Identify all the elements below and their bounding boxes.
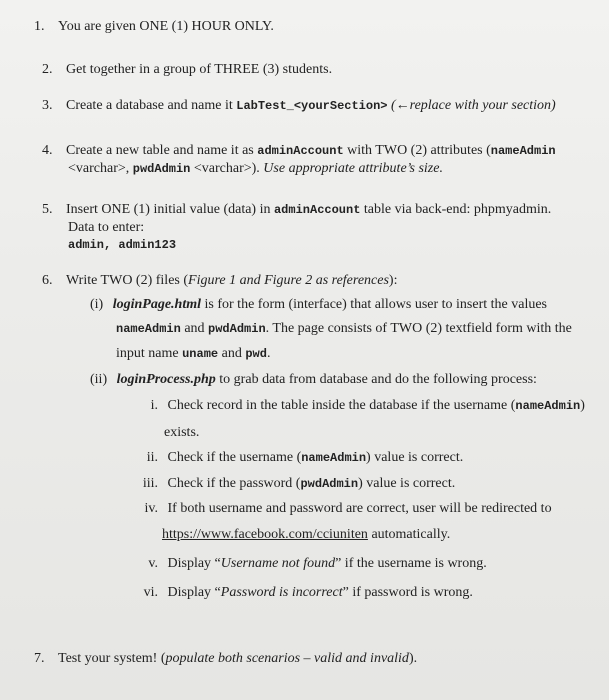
step-number: iii. xyxy=(142,476,158,491)
item-4-line-2 xyxy=(68,160,443,178)
subitem-text: input name xyxy=(116,346,183,361)
attribute-code: nameAdmin xyxy=(515,399,581,413)
input-name-code: pwd xyxy=(245,347,267,361)
item-text: <varchar>). xyxy=(190,161,264,176)
item-2 xyxy=(42,61,332,79)
item-note: Figure 1 and Figure 2 as references xyxy=(188,273,389,288)
item-text: ): xyxy=(388,273,398,288)
step-iii xyxy=(130,475,455,493)
item-1 xyxy=(34,18,274,36)
attribute-code: pwdAdmin xyxy=(132,162,191,176)
data-to-enter-code: admin, admin123 xyxy=(68,238,177,252)
step-i xyxy=(140,397,585,415)
step-text: Check if the password ( xyxy=(167,476,301,491)
subitem-text: . The page consists of TWO (2) textfield form with the xyxy=(265,321,572,336)
subitem-i-line-2 xyxy=(116,320,572,338)
file-name: loginPage.html xyxy=(112,297,202,312)
data-to-enter-label: Data to enter: xyxy=(68,220,145,235)
step-number: ii. xyxy=(146,450,158,465)
subitem-i-line-3 xyxy=(116,345,270,363)
step-text: If both username and password are correct, user will be redirected to xyxy=(167,501,552,516)
item-text: Write TWO (2) files ( xyxy=(66,273,189,288)
step-number: i. xyxy=(150,398,158,413)
step-text: Display “ xyxy=(167,556,221,571)
item-number: 3. xyxy=(42,98,53,113)
step-number: v. xyxy=(148,556,158,571)
subitem-number: (ii) xyxy=(90,372,108,387)
step-ii xyxy=(134,449,463,467)
item-6 xyxy=(42,272,397,290)
table-name-code: adminAccount xyxy=(257,144,344,158)
subitem-ii xyxy=(90,371,537,389)
table-name-code: adminAccount xyxy=(273,203,361,217)
step-text: automatically. xyxy=(367,527,451,542)
step-i-line-2: exists. xyxy=(164,425,200,440)
subitem-text: . xyxy=(266,346,271,361)
subitem-text: and xyxy=(218,346,246,361)
item-3 xyxy=(42,97,556,115)
item-note: (←replace with your section) xyxy=(387,98,556,113)
attribute-code: nameAdmin xyxy=(116,322,181,336)
attribute-code: pwdAdmin xyxy=(208,322,266,336)
step-text: ) value is correct. xyxy=(358,476,456,491)
item-number: 5. xyxy=(42,202,53,217)
subitem-text: and xyxy=(180,321,209,336)
item-number: 4. xyxy=(42,143,53,158)
step-text: ) value is correct. xyxy=(366,450,464,465)
attribute-code: pwdAdmin xyxy=(300,477,359,491)
item-5 xyxy=(42,201,551,219)
attribute-code: nameAdmin xyxy=(490,144,556,158)
subitem-number: (i) xyxy=(90,297,104,312)
step-number: iv. xyxy=(144,501,158,516)
step-text: ) xyxy=(580,398,585,413)
item-text: table via back-end: phpmyadmin. xyxy=(360,202,552,217)
subitem-text: is for the form (interface) that allows user to insert the values xyxy=(201,297,548,312)
item-number: 6. xyxy=(42,273,53,288)
step-number: vi. xyxy=(143,585,158,600)
step-text: ” if the username is wrong. xyxy=(335,556,487,571)
item-7 xyxy=(34,650,417,668)
item-text: Create a new table and name it as xyxy=(66,143,258,158)
message-text: Password is incorrect xyxy=(220,585,343,600)
item-text: Insert ONE (1) initial value (data) in xyxy=(66,202,274,217)
message-text: Username not found xyxy=(220,556,336,571)
attribute-code: nameAdmin xyxy=(301,451,367,465)
item-text: with TWO (2) attributes ( xyxy=(343,143,491,158)
step-iv-line-2 xyxy=(162,526,450,544)
step-v xyxy=(134,555,487,573)
item-text: ). xyxy=(408,651,418,666)
input-name-code: uname xyxy=(182,347,219,361)
step-text: Check record in the table inside the database if the username ( xyxy=(167,398,516,413)
step-vi xyxy=(130,584,473,602)
file-name: loginProcess.php xyxy=(116,372,216,387)
item-text: You are given ONE (1) HOUR ONLY. xyxy=(58,19,274,34)
item-note: Use appropriate attribute’s size. xyxy=(263,161,443,176)
item-number: 2. xyxy=(42,62,53,77)
subitem-i xyxy=(90,296,547,314)
item-text: <varchar>, xyxy=(68,161,133,176)
redirect-link[interactable]: https://www.facebook.com/cciuniten xyxy=(162,527,368,542)
item-note: populate both scenarios – valid and invalid xyxy=(165,651,409,666)
item-text: Create a database and name it xyxy=(66,98,237,113)
step-text: Check if the username ( xyxy=(167,450,302,465)
database-name-code: LabTest_<yourSection> xyxy=(236,99,388,113)
item-text: Get together in a group of THREE (3) students. xyxy=(66,62,333,77)
step-text: Display “ xyxy=(167,585,221,600)
step-iv xyxy=(130,500,552,518)
item-number: 7. xyxy=(34,651,45,666)
item-4 xyxy=(42,142,556,160)
item-number: 1. xyxy=(34,19,45,34)
step-text: ” if password is wrong. xyxy=(342,585,473,600)
item-text: Test your system! ( xyxy=(58,651,166,666)
subitem-text: to grab data from database and do the following process: xyxy=(215,372,537,387)
